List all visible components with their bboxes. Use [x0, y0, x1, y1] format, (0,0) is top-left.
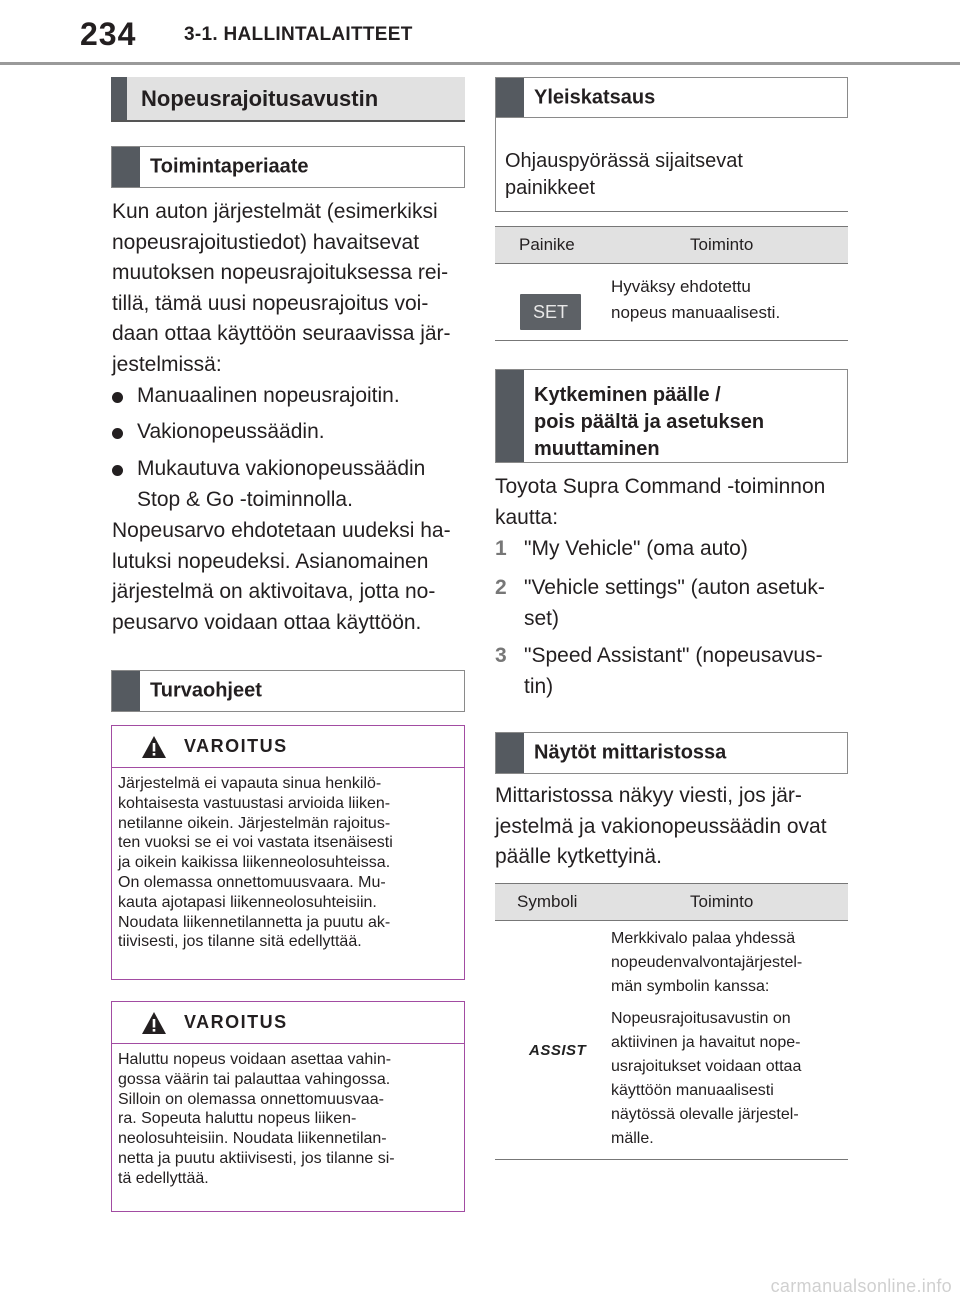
table-bottom-rule	[495, 340, 848, 341]
text-line: tillä, tämä uusi nopeusrajoitus voi-	[112, 291, 429, 315]
text-line: Hyväksy ehdotettu	[611, 277, 751, 296]
text-line: tin)	[524, 674, 554, 698]
heading-bar	[496, 78, 524, 117]
warning-header	[112, 726, 464, 768]
warning-line: kohtaisesta vastuustasi arvioida liiken-	[118, 794, 391, 812]
text-line: Nopeusrajoitusavustin on	[611, 1010, 791, 1027]
text-line: pois päältä ja asetuksen	[534, 411, 765, 433]
bullet-item	[112, 381, 462, 412]
warning-line: Silloin on olemassa onnettomuusvaa-	[118, 1090, 384, 1108]
warning-title: VAROITUS	[184, 736, 288, 756]
warning-line: Haluttu nopeus voidaan asettaa vahin-	[118, 1051, 392, 1068]
text-line: painikkeet	[505, 177, 596, 199]
warning-line: netilanne oikein. Järjestelmän rajoitus-	[118, 814, 391, 832]
bullet-item	[112, 454, 462, 515]
page-number: 234	[80, 16, 137, 52]
table-header	[495, 226, 848, 264]
heading-principle-text: Toimintaperiaate	[150, 155, 309, 178]
heading-overview	[495, 77, 848, 118]
subheading-divider	[495, 211, 848, 212]
step-item	[495, 534, 748, 565]
table-bottom-rule	[495, 1159, 848, 1160]
warning-title: VAROITUS	[184, 1012, 288, 1032]
text-line: "Speed Assistant" (nopeusavus-	[524, 644, 823, 667]
section-title-speed-limit-assist	[111, 77, 465, 122]
text-line: Merkkivalo palaa yhdessä	[611, 930, 796, 947]
bullet-text: Stop & Go -toiminnolla.	[137, 487, 353, 511]
text-line: mälle.	[611, 1130, 654, 1147]
heading-bar	[112, 671, 140, 711]
warning-box	[111, 725, 465, 980]
assist-symbol-icon: ASSIST	[529, 1042, 587, 1059]
table-header-function: Toiminto	[690, 235, 754, 254]
text-line: nopeudenvalvontajärjestel-	[611, 954, 803, 971]
heading-toggle-text	[534, 382, 764, 463]
warning-box	[111, 1001, 465, 1212]
bullet-text: Manuaalinen nopeusrajoitin.	[137, 384, 400, 407]
text-line: muutoksen nopeusrajoituksessa rei-	[112, 261, 449, 284]
set-button-icon: SET	[520, 294, 581, 330]
warning-line: On olemassa onnettomuusvaara. Mu-	[118, 873, 386, 891]
watermark: carmanualsonline.info	[770, 1276, 952, 1296]
text-line: Nopeusarvo ehdotetaan uudeksi ha-	[112, 519, 451, 542]
text-line: lutuksi nopeudeksi. Asianomainen	[112, 549, 429, 573]
heading-displays	[495, 732, 848, 774]
display-paragraph	[495, 781, 827, 873]
table-header-function: Toiminto	[690, 892, 754, 911]
text-line: set)	[524, 606, 560, 630]
after-paragraph	[112, 516, 451, 638]
step-number: 3	[495, 644, 507, 667]
text-line: usrajoitukset voidaan ottaa	[611, 1058, 802, 1075]
table-cell-function	[611, 927, 802, 999]
warning-text	[118, 774, 456, 952]
section-title-text: Nopeusrajoitusavustin	[141, 85, 379, 111]
bullet-icon	[112, 465, 123, 476]
warning-line: ja oikein kaikissa liikenneolosuhteissa.	[118, 854, 391, 872]
text-line: män symbolin kanssa:	[611, 978, 770, 995]
warning-header	[112, 1002, 464, 1044]
table-header	[495, 883, 848, 921]
warning-line: neolosuhteisiin. Noudata liikennetilan-	[118, 1130, 387, 1148]
chapter-title: 3-1. HALLINTALAITTEET	[184, 24, 413, 45]
heading-safety	[111, 670, 465, 712]
step-number: 2	[495, 576, 507, 599]
warning-line: tä edellyttää.	[118, 1169, 209, 1187]
heading-safety-text: Turvaohjeet	[150, 679, 262, 702]
section-bar	[111, 77, 127, 120]
text-line: nopeusrajoitustiedot) havaitsevat	[112, 230, 420, 254]
step-text: "My Vehicle" (oma auto)	[524, 537, 748, 560]
warning-triangle-icon	[141, 1011, 167, 1035]
bullet-icon	[112, 428, 123, 439]
heading-bar	[112, 147, 140, 187]
warning-text	[118, 1050, 456, 1189]
heading-bar	[496, 370, 524, 462]
overview-subheading	[505, 148, 743, 202]
text-line: nopeus manuaalisesti.	[611, 303, 781, 322]
table-header-symbol: Symboli	[517, 892, 578, 911]
text-line: muuttaminen	[534, 438, 660, 460]
warning-line: kauta ajotapasi liikenneolosuhteisiin.	[118, 893, 377, 911]
table-cell-function	[611, 1007, 801, 1151]
bullet-text: Vakionopeussäädin.	[137, 420, 325, 443]
text-line: Kun auton järjestelmät (esimerkiksi	[112, 200, 438, 223]
toggle-paragraph	[495, 472, 825, 533]
table-header-button: Painike	[519, 235, 575, 254]
heading-principle	[111, 146, 465, 188]
warning-triangle-icon	[141, 735, 167, 759]
text-line: Mittaristossa näkyy viesti, jos jär-	[495, 784, 802, 807]
text-line: Ohjauspyörässä sijaitsevat	[505, 150, 743, 172]
heading-overview-text: Yleiskatsaus	[534, 86, 656, 108]
text-line: käyttöön manuaalisesti	[611, 1082, 774, 1099]
table-cell-function	[611, 274, 780, 326]
bullet-icon	[112, 392, 123, 403]
heading-toggle	[495, 369, 848, 463]
heading-bar	[496, 733, 524, 773]
step-number: 1	[495, 537, 507, 560]
text-line: näytössä olevalle järjestel-	[611, 1106, 799, 1123]
text-line: Toyota Supra Command -toiminnon	[495, 475, 826, 498]
warning-line: ten vuoksi se ei voi vastata itsenäisesti	[118, 834, 393, 852]
text-line: "Vehicle settings" (auton asetuk-	[524, 576, 825, 599]
warning-line: Järjestelmä ei vapauta sinua henkilö-	[118, 775, 382, 792]
text-line: peusarvo voidaan ottaa käyttöön.	[112, 610, 422, 634]
text-line: Kytkeminen päälle /	[534, 384, 721, 406]
text-line: järjestelmä on aktivoitava, jotta no-	[112, 580, 436, 603]
text-line: jestelmissä:	[112, 352, 222, 376]
warning-line: ra. Sopeuta haluttu nopeus liiken-	[118, 1110, 357, 1128]
warning-line: Noudata liikennetilannetta ja puutu ak-	[118, 913, 391, 931]
header-divider	[0, 62, 960, 65]
text-line: päälle kytkettyinä.	[495, 845, 662, 868]
warning-line: netta ja puutu aktiivisesti, jos tilanne si-	[118, 1149, 395, 1167]
text-line: jestelmä ja vakionopeussäädin ovat	[495, 814, 827, 838]
heading-displays-text: Näytöt mittaristossa	[534, 741, 727, 764]
subheading-left-rule	[495, 118, 496, 212]
bullet-text: Mukautuva vakionopeussäädin	[137, 457, 426, 480]
warning-line: tiivisesti, jos tilanne sitä edellyttää.	[118, 933, 362, 951]
step-text	[524, 641, 823, 702]
step-item	[495, 573, 825, 630]
warning-line: gossa väärin tai palauttaa vahingossa.	[118, 1070, 391, 1088]
step-item	[495, 641, 823, 698]
bullet-item	[112, 417, 462, 448]
text-line: kautta:	[495, 505, 559, 529]
text-line: aktiivinen ja havaitut nope-	[611, 1034, 801, 1051]
step-text	[524, 573, 825, 634]
principle-paragraph	[112, 197, 451, 380]
text-line: daan ottaa käyttöön seuraavissa jär-	[112, 322, 451, 345]
